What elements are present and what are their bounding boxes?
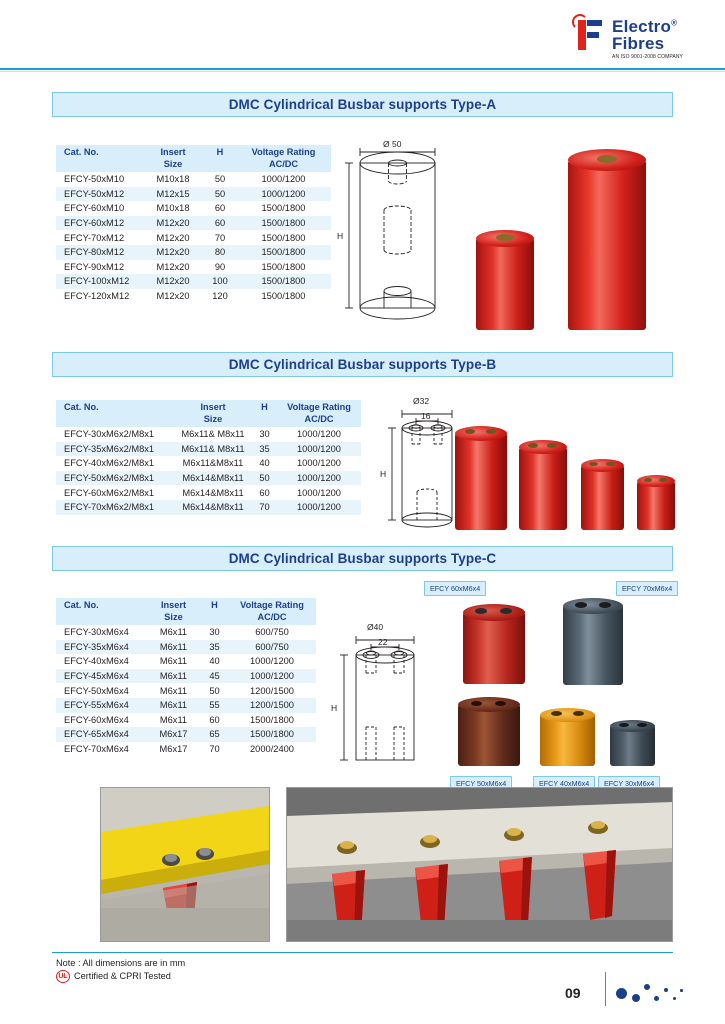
page-header	[0, 0, 725, 70]
callout-efcy-70: EFCY 70xM6x4	[616, 581, 678, 596]
table-row: EFCY-50xM12 M12x15 50 1000/1200	[56, 187, 331, 202]
section-title-text: DMC Cylindrical Busbar supports Type-C	[228, 551, 497, 566]
technical-drawing-type-c	[318, 615, 443, 775]
table-row: EFCY-80xM12 M12x20 80 1500/1800	[56, 245, 331, 260]
iso-certification-text: AN ISO 9001-2008 COMPANY	[612, 54, 683, 60]
header-divider-light	[0, 71, 725, 72]
page-number: 09	[565, 985, 581, 1001]
dim-height-label-a: H	[337, 231, 344, 241]
col-subheader-3	[204, 159, 236, 172]
product-photo-type-c-row1	[455, 600, 680, 700]
insert-c-red-b	[500, 608, 512, 614]
application-photo-left	[100, 787, 270, 942]
callout-efcy-60: EFCY 60xM6x4	[424, 581, 486, 596]
insert-b3-a	[589, 462, 598, 466]
insert-b2-b	[547, 443, 557, 448]
busbar-support-c-darkgrey-top	[610, 720, 655, 732]
section-title-type-b	[52, 352, 673, 377]
busbar-support-b4	[637, 481, 675, 530]
busbar-support-b2	[519, 447, 567, 530]
col-subheader-1	[56, 159, 142, 172]
insert-b1-b	[486, 429, 496, 434]
insert-c-yellow-b	[573, 711, 584, 716]
dim-diameter-label-c: Ø40	[367, 622, 384, 632]
ul-certification-icon: UL	[56, 970, 70, 983]
insert-c-red-a	[475, 608, 487, 614]
insert-c-grey-b	[599, 602, 611, 608]
callout-efcy-30: EFCY 30xM6x4	[598, 776, 660, 791]
section-title-type-a	[52, 92, 673, 117]
insert-c-darkgrey-b	[637, 723, 647, 727]
busbar-support-medium	[476, 238, 534, 330]
table-row: EFCY-100xM12 M12x20 100 1500/1800	[56, 274, 331, 289]
insert-c-darkgrey-a	[619, 723, 629, 727]
spec-table-type-a	[56, 145, 331, 303]
busbar-support-b2-top	[519, 440, 567, 454]
col-subheader-1	[56, 414, 174, 427]
insert-b4-b	[659, 478, 667, 482]
col-subheader-1	[56, 612, 146, 625]
logo-mark-icon	[576, 18, 606, 52]
busbar-support-b1-top	[455, 426, 507, 441]
col-subheader-3	[252, 414, 277, 427]
col-header-insert: Insert	[142, 145, 204, 159]
table-row: EFCY-30xM6x2/M8x1 M6x11& M8x11 30 1000/1200	[64, 429, 341, 440]
insert-b2-a	[528, 443, 538, 448]
callout-efcy-50: EFCY 50xM6x4	[450, 776, 512, 791]
busbar-support-c-red-top	[463, 604, 525, 621]
table-row: EFCY-40xM6x2/M8x1 M6x11&M8x11 40 1000/1200	[64, 458, 341, 469]
insert-c-yellow-a	[551, 711, 562, 716]
busbar-support-c-brown	[458, 704, 520, 766]
insert-b4-a	[644, 478, 652, 482]
dim-inner-label-b: 16	[421, 411, 431, 421]
col-header-cat-no: Cat. No.	[56, 598, 146, 612]
company-logo	[576, 18, 683, 60]
spec-table-type-b	[56, 400, 361, 515]
table-row: EFCY-70xM6x4 M6x17 70 2000/2400	[64, 744, 294, 755]
col-header-h: H	[201, 598, 228, 612]
col-header-h: H	[252, 400, 277, 414]
table-row: EFCY-50xM6x4 M6x11 50 1200/1500	[64, 685, 294, 696]
dim-height-label-c: H	[331, 703, 338, 713]
busbar-support-b3-top	[581, 459, 624, 472]
header-divider	[0, 68, 725, 70]
product-photo-type-a	[470, 150, 675, 340]
insert-c-grey-a	[575, 602, 587, 608]
col-header-cat-no: Cat. No.	[56, 145, 142, 159]
product-photo-type-c-row2	[450, 692, 685, 777]
callout-efcy-40: EFCY 40xM6x4	[533, 776, 595, 791]
busbar-support-c-grey-top	[563, 598, 623, 614]
insert-thread-medium	[496, 234, 514, 241]
application-photo-right	[286, 787, 673, 942]
col-subheader-3	[201, 612, 228, 625]
product-photo-type-b	[455, 425, 680, 535]
dim-diameter-label-b: Ø32	[413, 396, 430, 406]
col-subheader-2: Size	[174, 414, 252, 427]
dim-inner-label-c: 22	[378, 637, 388, 647]
busbar-support-c-yellow-top	[540, 708, 595, 722]
col-header-cat-no: Cat. No.	[56, 400, 174, 414]
spec-table-type-c	[56, 598, 316, 756]
col-subheader-4: AC/DC	[236, 159, 331, 172]
table-row: EFCY-70xM6x2/M8x1 M6x14&M8x11 70 1000/1200	[56, 500, 361, 515]
table-row: EFCY-45xM6x4 M6x11 45 1000/1200	[56, 669, 316, 684]
col-header-voltage: Voltage Rating	[228, 598, 316, 612]
table-row: EFCY-60xM6x4 M6x11 60 1500/1800	[64, 714, 294, 725]
busbar-support-b1	[455, 433, 507, 530]
insert-thread-large	[597, 155, 617, 163]
technical-drawing-type-a	[325, 138, 475, 338]
insert-c-brown-b	[495, 701, 506, 706]
col-subheader-2: Size	[146, 612, 201, 625]
table-row: EFCY-60xM6x2/M8x1 M6x14&M8x11 60 1000/1200	[64, 487, 341, 498]
col-header-h: H	[204, 145, 236, 159]
table-row: EFCY-90xM12 M12x20 90 1500/1800	[64, 261, 306, 272]
col-subheader-2: Size	[142, 159, 204, 172]
dim-height-label-b: H	[380, 469, 387, 479]
brand-name-line1: Electro	[612, 17, 672, 36]
section-title-type-c	[52, 546, 673, 571]
footer-divider	[52, 952, 673, 953]
table-row: EFCY-30xM6x4 M6x11 30 600/750	[64, 627, 289, 638]
table-row: EFCY-120xM12 M12x20 120 1500/1800	[64, 291, 306, 302]
insert-b1-a	[465, 429, 475, 434]
insert-c-brown-a	[471, 701, 482, 706]
footer-dots-decoration	[616, 980, 706, 1010]
col-subheader-4: AC/DC	[228, 612, 316, 625]
col-header-voltage: Voltage Rating	[277, 400, 361, 414]
table-row: EFCY-65xM6x4 M6x17 65 1500/1800	[56, 727, 316, 742]
section-title-text: DMC Cylindrical Busbar supports Type-B	[228, 357, 497, 372]
busbar-support-b3	[581, 465, 624, 530]
table-row: EFCY-70xM12 M12x20 70 1500/1800	[64, 232, 306, 243]
table-row: EFCY-50xM6x2/M8x1 M6x14&M8x11 50 1000/1200	[56, 471, 361, 486]
busbar-support-c-red	[463, 612, 525, 684]
registered-mark: ®	[671, 18, 678, 28]
table-row: EFCY-60xM10 M10x18 60 1500/1800	[64, 203, 306, 214]
busbar-support-b4-top	[637, 475, 675, 487]
busbar-support-c-brown-top	[458, 697, 520, 712]
footer-vertical-divider	[605, 972, 606, 1006]
note-certified: Certified & CPRI Tested	[74, 971, 171, 981]
busbar-support-large	[568, 160, 646, 330]
dim-diameter-label-a: Ø 50	[383, 139, 402, 149]
table-row: EFCY-60xM12 M12x20 60 1500/1800	[56, 216, 331, 231]
col-subheader-4: AC/DC	[277, 414, 361, 427]
note-dimensions: Note : All dimensions are in mm	[56, 958, 186, 968]
table-row: EFCY-40xM6x4 M6x11 40 1000/1200	[64, 656, 294, 667]
brand-name-line2: Fibres	[612, 34, 665, 53]
col-header-voltage: Voltage Rating	[236, 145, 331, 159]
col-header-insert: Insert	[146, 598, 201, 612]
busbar-support-c-grey	[563, 605, 623, 685]
insert-b3-b	[606, 462, 615, 466]
section-title-text: DMC Cylindrical Busbar supports Type-A	[228, 97, 497, 112]
table-row: EFCY-35xM6x2/M8x1 M6x11& M8x11 35 1000/1200	[56, 442, 361, 457]
table-row: EFCY-50xM10 M10x18 50 1000/1200	[64, 174, 306, 185]
table-row: EFCY-55xM6x4 M6x11 55 1200/1500	[56, 698, 316, 713]
table-row: EFCY-35xM6x4 M6x11 35 600/750	[56, 640, 316, 655]
col-header-insert: Insert	[174, 400, 252, 414]
